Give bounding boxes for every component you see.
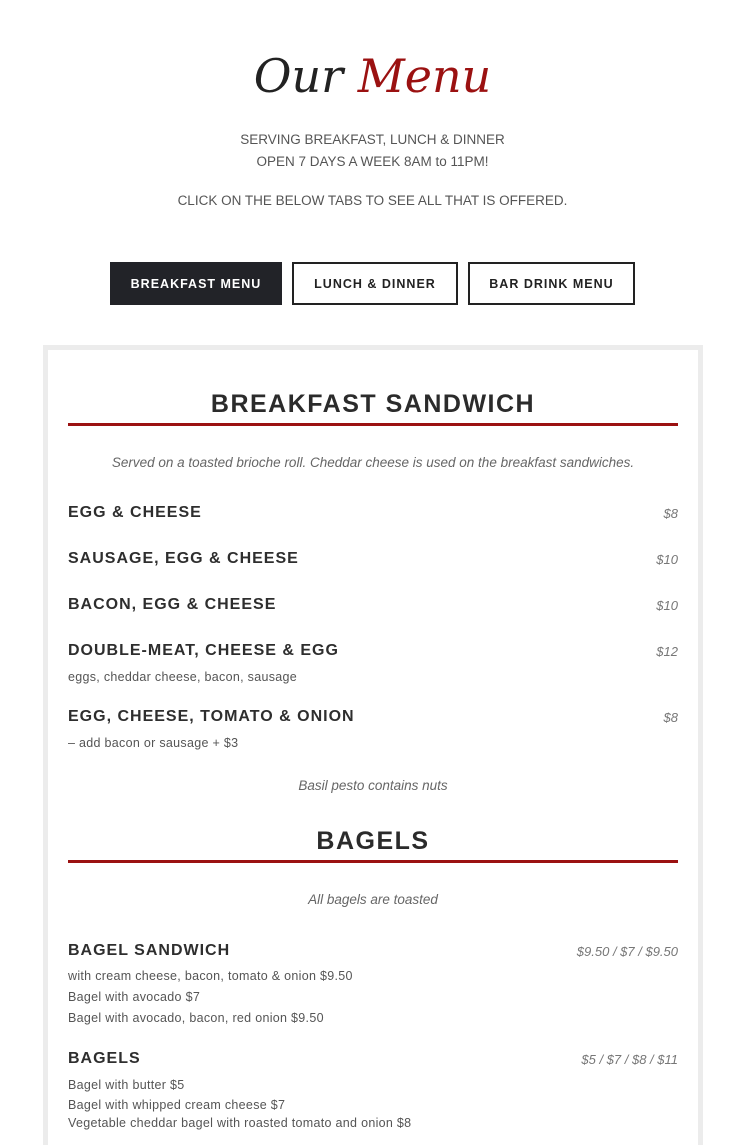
menu-item-name: EGG, CHEESE, TOMATO & ONION (68, 708, 355, 725)
menu-item-description: Bagel with avocado $7 (68, 990, 201, 1004)
section-note: All bagels are toasted (308, 892, 438, 907)
section-divider (68, 423, 678, 426)
section-divider (68, 860, 678, 863)
menu-item-price: $5 / $7 / $8 / $11 (581, 1052, 678, 1067)
intro-serving: SERVING BREAKFAST, LUNCH & DINNER (240, 132, 505, 147)
intro-hours: OPEN 7 DAYS A WEEK 8AM to 11PM! (256, 154, 489, 169)
menu-item-description: Bagel with whipped cream cheese $7 (68, 1098, 286, 1112)
menu-item-description: Bagel with avocado, bacon, red onion $9.50 (68, 1011, 324, 1025)
menu-item-price: $12 (656, 644, 678, 659)
menu-item-description: – add bacon or sausage + $3 (68, 736, 239, 750)
title-word-our: Our (253, 49, 344, 103)
menu-item-price: $8 (663, 710, 678, 725)
intro-instructions: CLICK ON THE BELOW TABS TO SEE ALL THAT IS OFFERED. (177, 193, 568, 208)
menu-item-price: $8 (663, 506, 678, 521)
tab-breakfast-menu[interactable]: BREAKFAST MENU (110, 262, 282, 305)
menu-item-name: BAGELS (68, 1050, 141, 1067)
section-title-bagels: BAGELS (316, 827, 430, 855)
menu-item-description: with cream cheese, bacon, tomato & onion $9.50 (68, 969, 353, 983)
menu-item-name: EGG & CHEESE (68, 504, 202, 521)
menu-item-price: $9.50 / $7 / $9.50 (576, 944, 678, 959)
page-title (0, 46, 745, 106)
tab-bar-drink-menu[interactable]: BAR DRINK MENU (468, 262, 635, 305)
menu-item-name: SAUSAGE, EGG & CHEESE (68, 550, 299, 567)
section-title-breakfast-sandwich: BREAKFAST SANDWICH (210, 390, 536, 418)
menu-item-description: Vegetable cheddar bagel with roasted tomato and onion $8 (68, 1116, 412, 1130)
menu-item-description: Bagel with butter $5 (68, 1078, 185, 1092)
menu-item-description: eggs, cheddar cheese, bacon, sausage (68, 670, 298, 684)
menu-item-price: $10 (656, 598, 678, 613)
menu-item-name: BACON, EGG & CHEESE (68, 596, 277, 613)
menu-item-name: BAGEL SANDWICH (68, 942, 231, 959)
menu-item-price: $10 (656, 552, 678, 567)
section-note: Served on a toasted brioche roll. Cheddar cheese is used on the breakfast sandwiches. (111, 455, 635, 470)
section-footer-note: Basil pesto contains nuts (298, 778, 448, 793)
title-word-menu: Menu (357, 49, 492, 103)
menu-item-name: DOUBLE-MEAT, CHEESE & EGG (68, 642, 339, 659)
tab-lunch-dinner[interactable]: LUNCH & DINNER (292, 262, 458, 305)
